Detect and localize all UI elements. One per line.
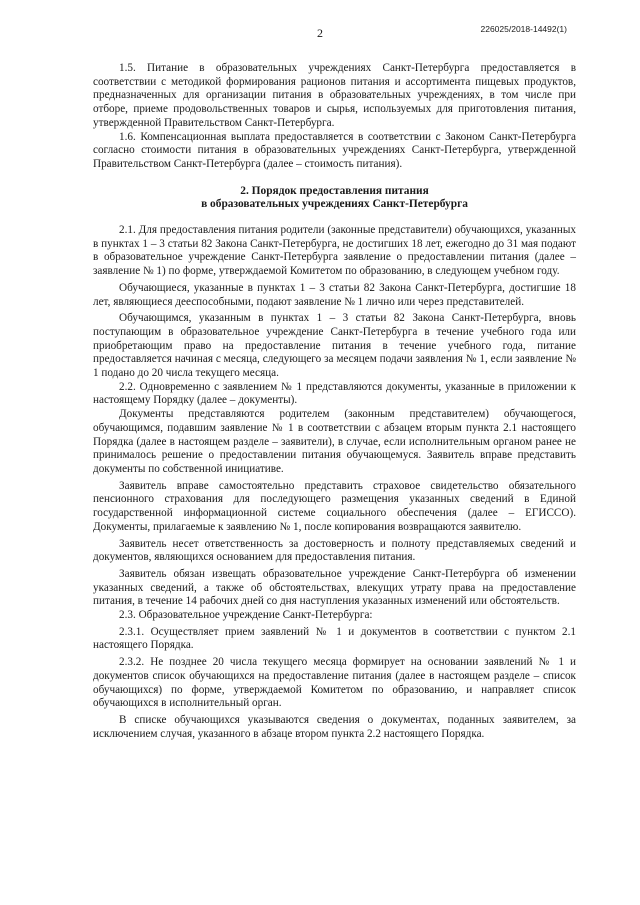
- paragraph-2-1-adult: Обучающиеся, указанные в пунктах 1 – 3 статьи 82 Закона Санкт-Петербурга, достигшие 18 лет, являющиеся дееспособными, подают заявление № 1 лично или через представителей.: [93, 281, 576, 308]
- paragraph-2-1: 2.1. Для предоставления питания родители (законные представители) обучающихся, указанных в пунктах 1 – 3 статьи 82 Закона Санкт-Петербурга, не достигших 18 лет, ежегодно до 31 мая подают в образовательное учреждение Санкт-Петербурга заявление о предоставлении питания (далее – заявление № 1) по форме, утверждаемой Комитетом по образованию, в следующем учебном году.: [93, 224, 576, 278]
- paragraph-2-3: 2.3. Образовательное учреждение Санкт-Петербурга:: [119, 609, 373, 622]
- paragraph-2-2-documents: Документы представляются родителем (законным представителем) обучающегося, обучающимся, подавшим заявление № 1 в соответствии с абзацем вторым пункта 2.1 настоящего Порядка (далее в настоящем разделе – заявители), в случае, если исполнительным органом ранее не принималось решение о предоставлении питания обучающемуся. Заявитель вправе представить документы по собственной инициативе.: [93, 408, 576, 475]
- paragraph-2-3-1: 2.3.1. Осуществляет прием заявлений № 1 и документов в соответствии с пунктом 2.1 настоящего Порядка.: [93, 625, 576, 652]
- paragraph-1-5: 1.5. Питание в образовательных учреждениях Санкт-Петербурга предоставляется в соответствии с методикой формирования рационов питания и ассортимента пищевых продуктов, предназначенных для организации питания в образовательных учреждениях, в том числе при отборе, приеме продовольственных товаров и сырья, используемых для приготовления питания, утвержденной Правительством Санкт-Петербурга.: [93, 62, 576, 129]
- page-number: 2: [317, 26, 323, 40]
- paragraph-2-2-notify: Заявитель обязан извещать образовательное учреждение Санкт-Петербурга об изменении указанных сведений, а также об обстоятельствах, влекущих утрату права на предоставление питания, в течение 14 рабочих дней со дня наступления указанных изменений или обстоятельств.: [93, 567, 576, 608]
- paragraph-2-3-2: 2.3.2. Не позднее 20 числа текущего месяца формирует на основании заявлений № 1 и документов список обучающихся на предоставление питания (далее в настоящем разделе – список обучающихся) по форме, утверждаемой Комитетом по образованию, и направляет список обучающихся в исполнительный орган.: [93, 656, 576, 710]
- section-heading-line-1: 2. Порядок предоставления питания: [240, 184, 429, 197]
- paragraph-2-3-2-list: В списке обучающихся указываются сведения о документах, поданных заявителем, за исключением случая, указанного в абзаце втором пункта 2.2 настоящего Порядка.: [93, 713, 576, 740]
- paragraph-1-6: 1.6. Компенсационная выплата предоставляется в соответствии с Законом Санкт-Петербурга согласно стоимости питания в образовательных учреждениях Санкт-Петербурга, утвержденной Правительством Санкт-Петербурга (далее – стоимость питания).: [93, 130, 576, 170]
- document-id: 226025/2018-14492(1): [480, 24, 567, 34]
- section-heading: [93, 185, 576, 212]
- paragraph-2-2-pension: Заявитель вправе самостоятельно представить страховое свидетельство обязательного пенсионного страхования для последующего размещения указанных сведений в Единой государственной информационной системе социального обеспечения (далее – ЕГИССО). Документы, прилагаемые к заявлению № 1, после копирования возвращаются заявителю.: [93, 479, 576, 533]
- paragraph-2-2: 2.2. Одновременно с заявлением № 1 представляются документы, указанные в приложении к настоящему Порядку (далее – документы).: [93, 380, 576, 407]
- section-heading-line-2: в образовательных учреждениях Санкт-Петербурга: [201, 198, 468, 211]
- document-body: [93, 62, 576, 741]
- paragraph-2-2-responsibility: Заявитель несет ответственность за достоверность и полноту представляемых сведений и документов, являющихся основанием для предоставления питания.: [93, 537, 576, 564]
- paragraph-2-1-new: Обучающимся, указанным в пунктах 1 – 3 статьи 82 Закона Санкт-Петербурга, вновь поступающим в образовательное учреждение Санкт-Петербурга в течение учебного года или приобретающим право на предоставление питания в течение учебного года, питание предоставляется начиная с месяца, следующего за месяцем подачи заявления № 1, если заявление № 1 подано до 20 числа текущего месяца.: [93, 312, 576, 380]
